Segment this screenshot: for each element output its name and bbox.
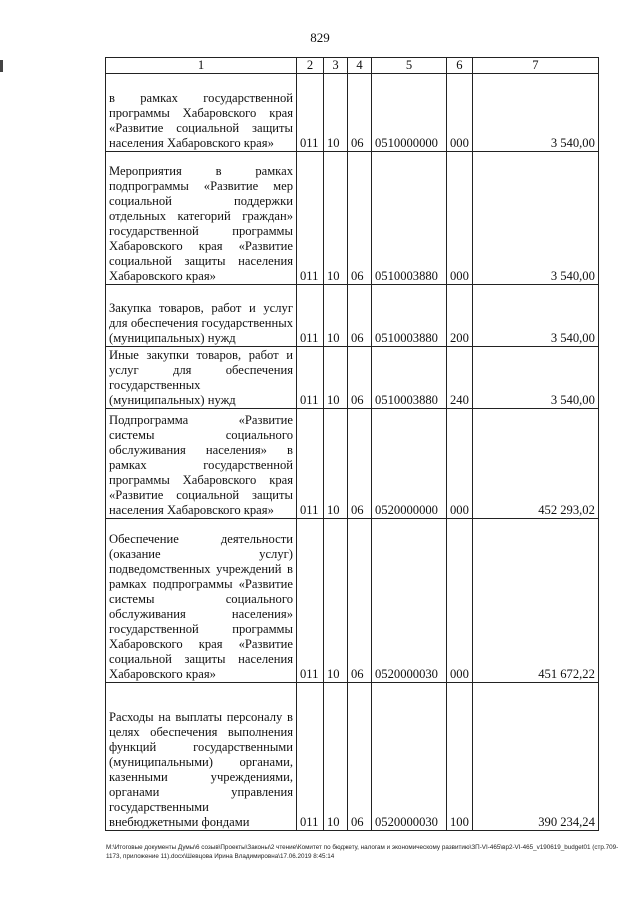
subsection-code-cell: 06 [348, 409, 372, 519]
header-cell: 6 [447, 58, 473, 74]
target-article-cell: 0510003880 [372, 152, 447, 285]
subsection-code-cell: 06 [348, 285, 372, 347]
section-code-cell: 10 [324, 519, 348, 683]
amount-cell: 451 672,22 [472, 519, 598, 683]
expense-type-cell: 000 [447, 409, 473, 519]
header-cell: 2 [297, 58, 324, 74]
ministry-code-cell: 011 [297, 683, 324, 831]
subsection-code-cell: 06 [348, 519, 372, 683]
target-article-cell: 0520000030 [372, 519, 447, 683]
amount-cell: 3 540,00 [472, 152, 598, 285]
amount-cell: 390 234,24 [472, 683, 598, 831]
expense-type-cell: 000 [447, 152, 473, 285]
ministry-code-cell: 011 [297, 152, 324, 285]
expense-type-cell: 000 [447, 74, 473, 152]
header-cell: 1 [106, 58, 297, 74]
item-name-cell: Иные закупки товаров, работ и услуг для обеспечения государственных (муниципальных) нужд [106, 347, 297, 409]
target-article-cell: 0510003880 [372, 347, 447, 409]
expense-type-cell: 200 [447, 285, 473, 347]
table-row [106, 683, 599, 831]
subsection-code-cell: 06 [348, 347, 372, 409]
target-article-cell: 0510003880 [372, 285, 447, 347]
expense-type-cell: 100 [447, 683, 473, 831]
expense-type-cell: 000 [447, 519, 473, 683]
ministry-code-cell: 011 [297, 519, 324, 683]
subsection-code-cell: 06 [348, 683, 372, 831]
table-row [106, 285, 599, 347]
target-article-cell: 0510000000 [372, 74, 447, 152]
section-code-cell: 10 [324, 152, 348, 285]
section-code-cell: 10 [324, 347, 348, 409]
table-row [106, 409, 599, 519]
amount-cell: 3 540,00 [472, 74, 598, 152]
item-name-cell: в рамках государственной программы Хабаровского края «Развитие социальной защиты населения Хабаровского края» [106, 74, 297, 152]
amount-cell: 452 293,02 [472, 409, 598, 519]
item-name-cell: Мероприятия в рамках подпрограммы «Развитие мер социальной поддержки отдельных категорий граждан» государственной программы Хабаровского края «Развитие социальной защиты населения Хабаровского края» [106, 152, 297, 285]
table-row [106, 519, 599, 683]
target-article-cell: 0520000030 [372, 683, 447, 831]
item-name-cell: Закупка товаров, работ и услуг для обеспечения государственных (муниципальных) нужд [106, 285, 297, 347]
item-name-cell: Подпрограмма «Развитие системы социального обслуживания населения» в рамках государственной программы Хабаровского края «Развитие социальной защиты населения Хабаровского края» [106, 409, 297, 519]
amount-cell: 3 540,00 [472, 285, 598, 347]
left-edge-mark [0, 60, 3, 72]
item-name-cell: Обеспечение деятельности (оказание услуг) подведомственных учреждений в рамках подпрограммы «Развитие системы социального обслуживания населения» государственной программы Хабаровского края «Развитие социальной защиты населения Хабаровского края» [106, 519, 297, 683]
expense-type-cell: 240 [447, 347, 473, 409]
ministry-code-cell: 011 [297, 285, 324, 347]
table-row [106, 347, 599, 409]
item-name-cell: Расходы на выплаты персоналу в целях обеспечения выполнения функций государственными (муниципальными) органами, казенными учреждениями, органами управления государственными внебюджетными фондами [106, 683, 297, 831]
budget-table [105, 57, 599, 831]
document-path-footer: M:\Итоговые документы Думы\6 созыв\Проекты\Законы\2 чтение\Комитет по бюджету, налогам и экономическому развитию\ЗП-VI-465\вр2-VI-465_v190619_budget01 (стр.709-1173, приложение 11).docx\Шевцова Ирина Владимировна\17.06.2019 8:45:14 [106, 844, 619, 860]
subsection-code-cell: 06 [348, 152, 372, 285]
header-cell: 3 [324, 58, 348, 74]
header-row [106, 58, 599, 74]
header-cell: 5 [372, 58, 447, 74]
page-number: 829 [310, 30, 330, 45]
header-cell: 7 [472, 58, 598, 74]
subsection-code-cell: 06 [348, 74, 372, 152]
header-cell: 4 [348, 58, 372, 74]
section-code-cell: 10 [324, 409, 348, 519]
section-code-cell: 10 [324, 74, 348, 152]
ministry-code-cell: 011 [297, 74, 324, 152]
target-article-cell: 0520000000 [372, 409, 447, 519]
ministry-code-cell: 011 [297, 347, 324, 409]
table-row [106, 74, 599, 152]
section-code-cell: 10 [324, 683, 348, 831]
ministry-code-cell: 011 [297, 409, 324, 519]
amount-cell: 3 540,00 [472, 347, 598, 409]
section-code-cell: 10 [324, 285, 348, 347]
table-row [106, 152, 599, 285]
